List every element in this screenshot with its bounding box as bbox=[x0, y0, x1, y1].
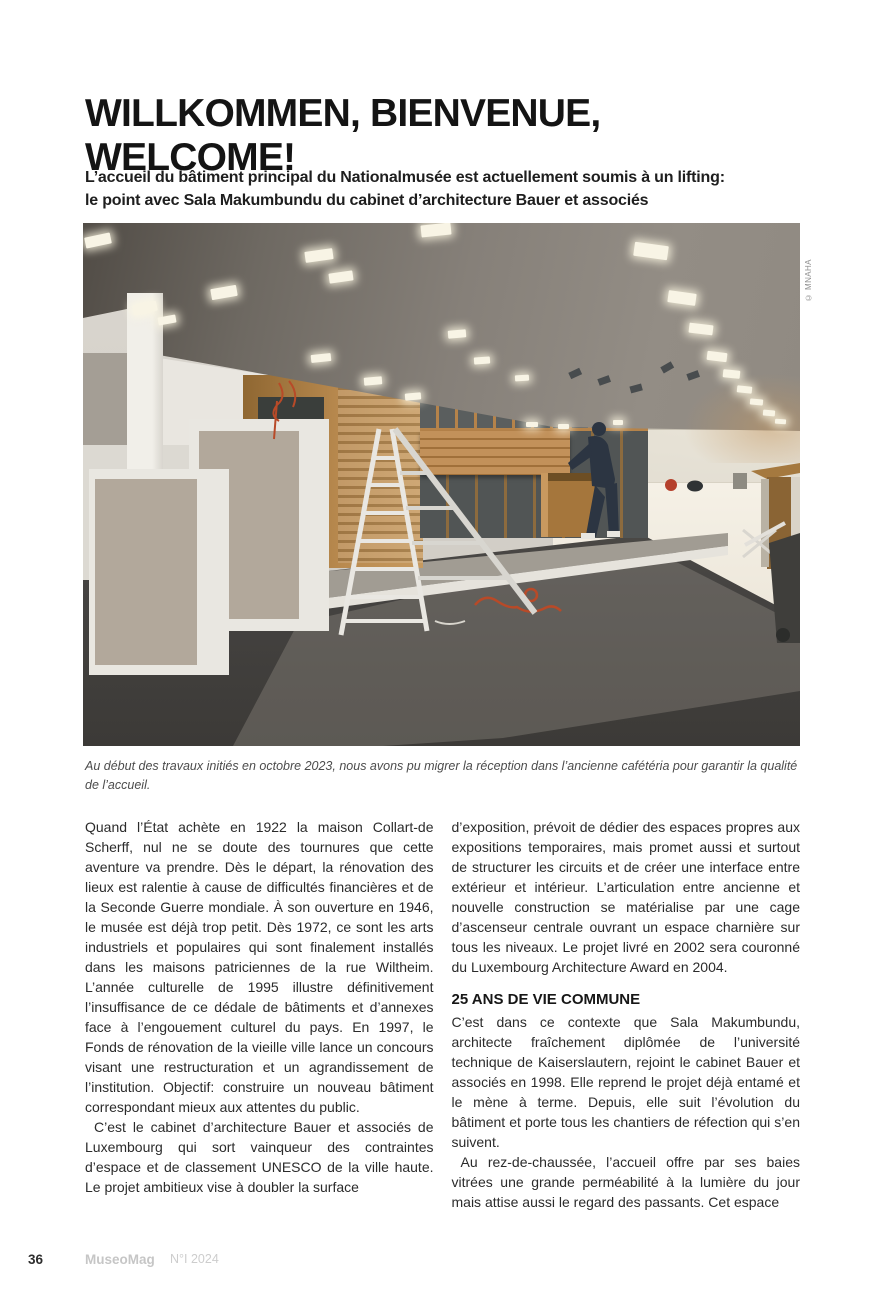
paragraph: C’est dans ce contexte que Sala Makumbundu, architecte fraîchement diplômée de l’université technique de Kaiserslautern, rejoint le cabinet Bauer et associés en 1998. Elle reprend le projet déjà entamé et le mène à terme. Depuis, elle suit l’évolution du bâtiment et porte tous les chantiers de réfection qui s’en suivent. bbox=[451, 1014, 800, 1150]
magazine-name: MuseoMag bbox=[85, 1252, 155, 1267]
page-number: 36 bbox=[28, 1252, 44, 1267]
ceiling-light bbox=[364, 376, 383, 386]
photo-cabinet-slats bbox=[338, 381, 423, 563]
column-right bbox=[452, 817, 801, 1212]
paragraph: Au rez-de-chaussée, l’accueil offre par ses baies vitrées une grande perméabilité à la lumière du jour mais attise aussi le regard des passants. Cet espace bbox=[451, 1154, 800, 1210]
ceiling-light bbox=[763, 409, 775, 416]
photo-credit: © MNAHA bbox=[804, 259, 813, 302]
page-footer bbox=[0, 1252, 882, 1272]
ceiling-light bbox=[737, 385, 753, 394]
ceiling-light bbox=[526, 422, 538, 427]
paragraph: d’exposition, prévoit de dédier des espaces propres aux expositions temporaires, mais promet aussi et surtout de structurer les circuits et de créer une interface entre extérieur et intérieur. L’articulation entre ancienne et nouvelle construction se matérialise par une cage d’ascenseur centrale ouvrant un espace charnière sur tous les niveaux. Le projet livré en 2002 sera couronné du Luxembourg Architecture Award en 2004. bbox=[451, 819, 800, 975]
ceiling-light bbox=[405, 392, 422, 400]
section-heading: 25 ANS DE VIE COMMUNE bbox=[451, 991, 641, 1008]
ceiling-light bbox=[723, 369, 741, 379]
photo-pedestal-front bbox=[89, 469, 229, 675]
photo-construction-site bbox=[83, 223, 800, 746]
ceiling-light bbox=[750, 398, 763, 405]
title-line-2: WELCOME! bbox=[85, 136, 296, 180]
photo-shelf-band bbox=[420, 431, 570, 475]
ceiling-light bbox=[775, 419, 786, 425]
issue-label: N°I 2024 bbox=[170, 1252, 219, 1266]
photo-pedestal-interior bbox=[95, 479, 197, 665]
ceiling-light bbox=[613, 420, 623, 425]
ceiling-light bbox=[558, 424, 569, 429]
standfirst-line-2: le point avec Sala Makumbundu du cabinet d’architecture Bauer et associés bbox=[85, 192, 649, 209]
standfirst-line-1: L’accueil du bâtiment principal du Nationalmusée est actuellement soumis à un lifting: bbox=[85, 169, 725, 186]
ceiling-light bbox=[448, 329, 467, 339]
paragraph: C’est le cabinet d’architecture Bauer et associés de Luxembourg qui sort vainqueur des contraintes d’espace et de classement UNESCO de la ville haute. Le projet ambitieux vise à doubler la surface bbox=[85, 1119, 434, 1195]
photo-caption: Au début des travaux initiés en octobre 2023, nous avons pu migrer la réception dans l’ancienne cafétéria pour garantir la qualité de l’accueil. bbox=[85, 759, 798, 792]
paragraph: Quand l’État achète en 1922 la maison Collart-de Scherff, nul ne se doute des tournures que cette aventure va prendre. Dès le départ, la rénovation des lieux est ralentie à cause de difficultés financières et de la Seconde Guerre mondiale. À son ouverture en 1946, le musée est déjà trop petit. Dès 1972, ce sont les arts industriels et populaires qui sont finalement installés dans les maisons patriciennes de la rue Wiltheim. L’année culturelle de 1995 illustre définitivement l’insuffisance de ce dédale de bâtiments et d’annexes face à l’engouement culturel du pays. En 1997, le Fonds de rénovation de la vieille ville lance un concours visant une restructuration et un agrandissement de l’institution. Objectif: construire un nouveau bâtiment correspondant mieux aux attentes du public. bbox=[85, 819, 434, 1115]
column-left bbox=[85, 817, 434, 1212]
standfirst bbox=[85, 166, 725, 212]
title-line-1: WILLKOMMEN, BIENVENUE, bbox=[85, 92, 601, 136]
ceiling-light bbox=[515, 375, 529, 382]
ceiling-light bbox=[474, 356, 490, 364]
body-columns bbox=[85, 817, 800, 1212]
